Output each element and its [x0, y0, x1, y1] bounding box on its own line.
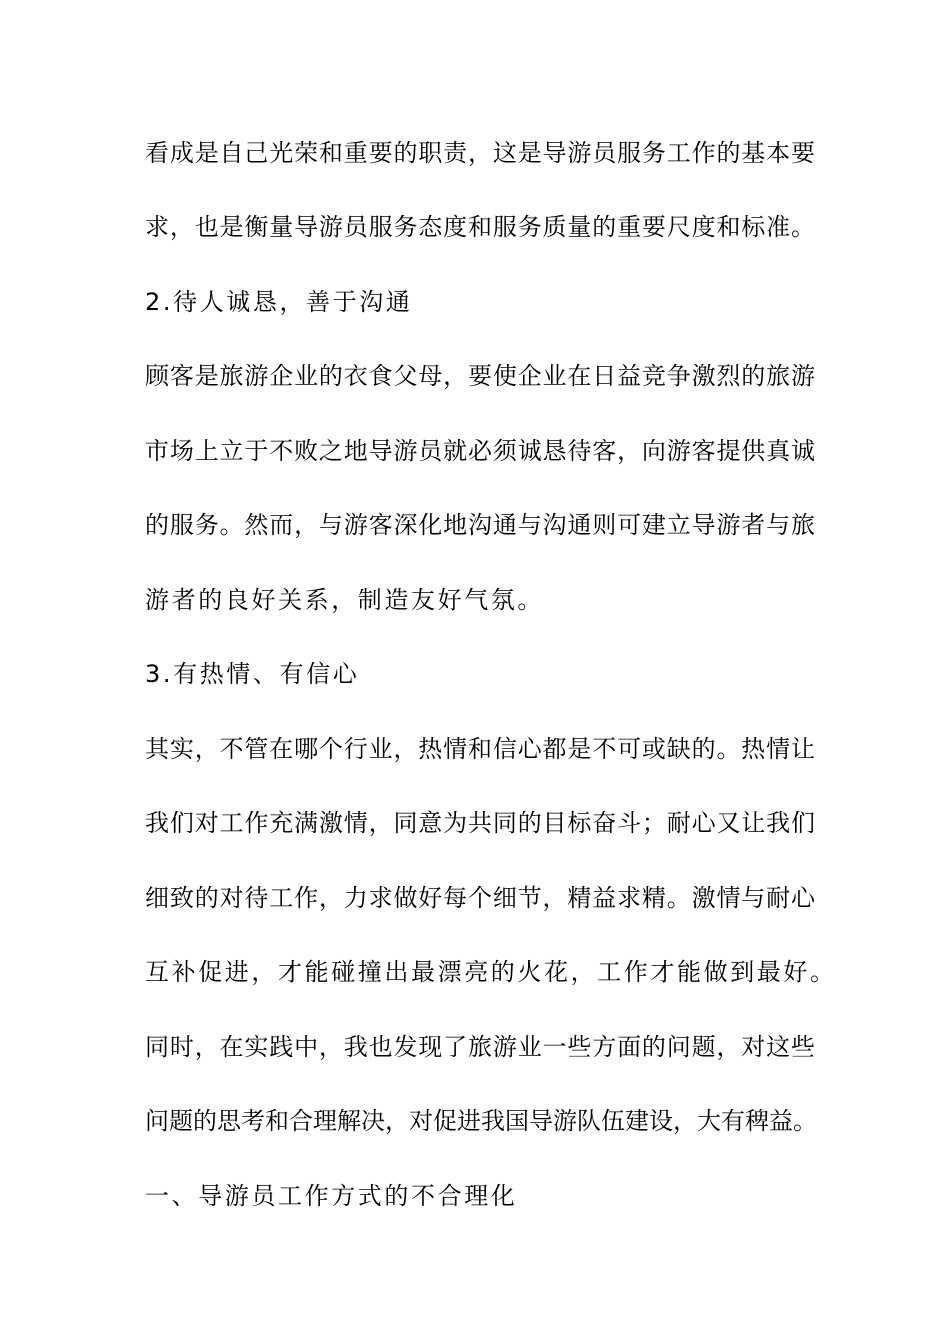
paragraph-line: 顾客是旅游企业的衣食父母，要使企业在日益竞争激烈的旅游	[145, 362, 815, 390]
paragraph-line: 同时，在实践中，我也发现了旅游业一些方面的问题，对这些	[145, 1033, 815, 1061]
paragraph-line: 问题的思考和合理解决，对促进我国导游队伍建设，大有稗益。	[145, 1107, 817, 1135]
paragraph-line: 细致的对待工作，力求做好每个细节，精益求精。激情与耐心	[145, 884, 815, 912]
paragraph-line: 其实，不管在哪个行业，热情和信心都是不可或缺的。热情让	[145, 735, 815, 763]
paragraph-line: 游者的良好关系，制造友好气氛。	[145, 586, 544, 614]
section-heading: 3.有热情、有信心	[145, 660, 360, 688]
paragraph-line: 求，也是衡量导游员服务态度和服务质量的重要尺度和标准。	[145, 213, 815, 241]
paragraph-line: 的服务。然而，与游客深化地沟通与沟通则可建立导游者与旅	[145, 511, 815, 539]
paragraph-line: 我们对工作充满激情，同意为共同的目标奋斗；耐心又让我们	[145, 809, 815, 837]
section-heading: 2.待人诚恳，善于沟通	[145, 288, 413, 316]
section-heading: 一、导游员工作方式的不合理化	[145, 1182, 518, 1210]
paragraph-line: 互补促进，才能碰撞出最漂亮的火花，工作才能做到最好。	[145, 958, 837, 986]
paragraph-line: 看成是自己光荣和重要的职责，这是导游员服务工作的基本要	[145, 139, 815, 167]
paragraph-line: 市场上立于不败之地导游员就必须诚恳待客，向游客提供真诚	[145, 437, 815, 465]
